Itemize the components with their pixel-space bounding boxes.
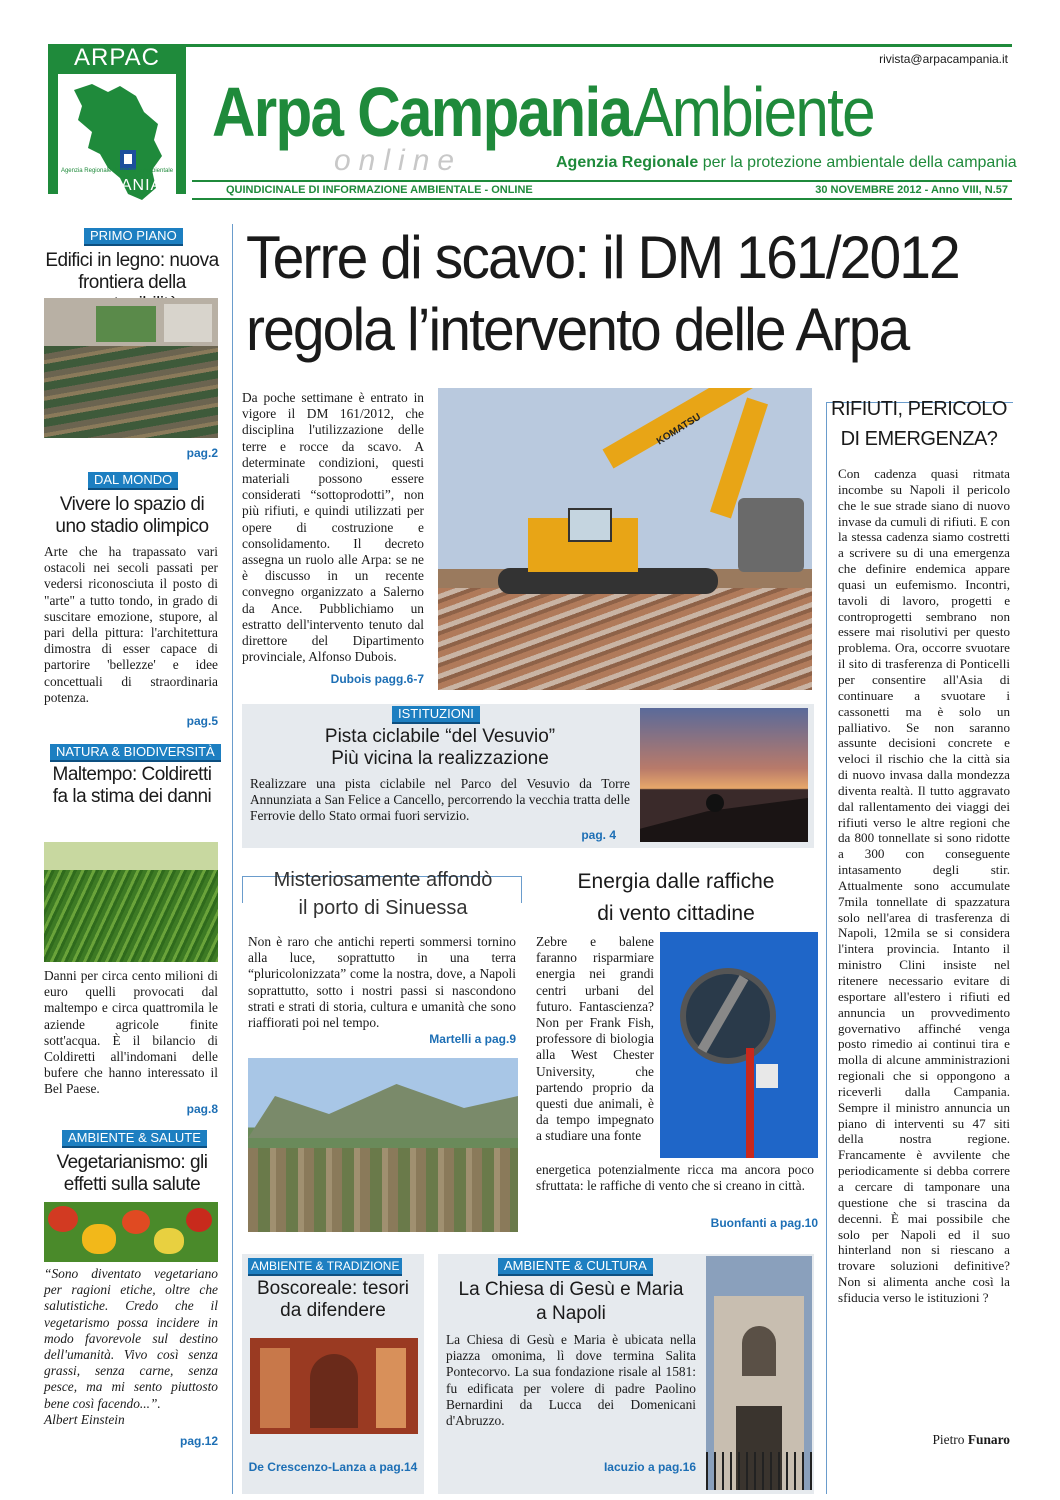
rifiuti-text: Con cadenza quasi ritmata incombe su Napoli il pericolo che le sue strade siano di nuovo invase da cumuli di rifiuti. E con la stessa cadenza siamo costretti a scrivere su di una emergenza che definire endemica appare quasi un eufemismo. Incontri, tavoli di lavoro, progetti e controprogetti sembrano non essere mai risolutivi per questo problema. Ora, occorre svuotare il sito di trasferenza di Ponticelli per consentire all'Asia di continuare a svuotare i cassonetti ma è solo un palliativo. Se non saranno assunte decisioni concrete e veloci il rischio che la città sia di nuovo invasa dalla mondezza diventa realtà. Il tutto aggravato dal rallentamento dei viaggi dei rifiuti verso le altre regioni che da 800 tonnellate si sono ridotte a 300 con conseguente intasamento degli stir. Attualmente sono accumulate 7mila tonnellate di spazzatura solo nell'area di trasferenza di Napoli, 12mila se si considera l'intera provincia. Intanto il ministro Clini insiste nel ritenere necessario evitare di esportare all'estero i rifiuti ed annuncia un provvedimento governativo affinché venga posto rimedio ai continui tira e molla di alcune amministrazioni regionali che si oppongono a riceverli dalla Campania. Sempre il ministro annuncia un piano di interventi su 47 siti della nostra regione. Francamente è avvilente che periodicamente si debba correre a cercare di tamponare una questione che si trascina da decenni. È mai possibile che solo per Napoli ed il suo hinterland non si riescano a trovare soluzioni definitive? Non si alimenta anche così la sfiducia verso le istituzioni ? <box>838 466 1010 1305</box>
natura-text: Danni per circa cento milioni di euro quelli provocati dal maltempo e circa quattromila le aziende agricole finite sott'acqua. È il bilancio di Coldiretti all'indomani delle bufere che hanno interessato il Bel Paese. <box>44 968 218 1097</box>
kicker-tradizione[interactable]: AMBIENTE & TRADIZIONE <box>248 1258 402 1276</box>
tradizione-ref[interactable]: De Crescenzo-Lanza a pag.14 <box>248 1460 418 1474</box>
column-rule-right <box>826 454 827 1494</box>
natura-title[interactable]: Maltempo: Coldiretti fa la stima dei danni <box>52 764 212 807</box>
dal-mondo-title[interactable]: Vivere lo spazio di uno stadio olimpico <box>55 494 209 537</box>
masthead-title <box>212 72 874 152</box>
subline-right: 30 NOVEMBRE 2012 - Anno VIII, N.57 <box>815 184 1008 196</box>
sinuessa-title-line1: Misteriosamente affondò <box>273 869 493 891</box>
primo-piano-ref[interactable]: pag.2 <box>186 446 218 460</box>
email-text: rivista@arpacampania.it <box>879 52 1008 66</box>
salute-ref[interactable]: pag.12 <box>179 1434 218 1448</box>
lead-ref[interactable]: Dubois pagg.6-7 <box>330 672 424 686</box>
conference-photo <box>44 298 218 438</box>
tagline <box>556 154 1017 172</box>
subline-bar <box>192 180 1012 200</box>
rifiuti-author <box>838 1432 1010 1448</box>
kicker-istituzioni[interactable]: ISTITUZIONI <box>392 706 480 724</box>
kicker-primo-piano[interactable]: PRIMO PIANO <box>84 228 183 246</box>
energia-text-wide: energetica potenzialmente ricca ma ancora poco sfruttata: le raffiche di vento che si creano in città. <box>536 1162 814 1194</box>
tradizione-title[interactable] <box>242 1278 424 1322</box>
cultura-title-line1: La Chiesa di Gesù e Maria <box>458 1279 684 1300</box>
dal-mondo-ref[interactable]: pag.5 <box>186 714 218 728</box>
cultura-text: La Chiesa di Gesù e Maria è ubicata nella piazza omonima, lì dove termina Salita Pontecorvo. La sua fondazione risale al 1581: fu edificata per volere di padre Paolino Bernardini da Lucca dei Domenicani d'Abruzzo. <box>446 1332 696 1429</box>
energia-title-line2: di vento cittadine <box>597 902 755 925</box>
boscoreale-fresco-photo <box>250 1338 418 1434</box>
tagline-rest: per la protezione ambientale della campania <box>702 154 1017 171</box>
cultura-title[interactable] <box>438 1278 704 1326</box>
cyclist-silhouette <box>706 794 724 812</box>
logo-top-text: ARPAC <box>74 44 160 71</box>
wheat-field-photo <box>44 812 218 962</box>
arpac-logo <box>48 44 186 194</box>
istituzioni-title-line1: Pista ciclabile “del Vesuvio” <box>324 726 556 747</box>
energia-ref[interactable]: Buonfanti a pag.10 <box>710 1216 818 1230</box>
istituzioni-title-line2: Più vicina la realizzazione <box>331 748 549 769</box>
lead-text: Da poche settimane è entrato in vigore il DM 161/2012, che disciplina l'utilizzazione delle terre e rocce da scavo. A determinate condizioni, questi materiali possono essere considerati “sottoprodotti”, non più rifiuti, e quindi utilizzati per opere di costruzione e consolidamento. Il decreto assegna un ruolo alle Arpa: se ne è discusso in un recente convegno organizzato a Salerno da Ance. Pubblichiamo un estratto dell'intervento tenuto dal direttore del Dipartimento provinciale, Alfonso Dubois. <box>242 390 424 665</box>
cultura-ref[interactable]: Iacuzio a pag.16 <box>603 1460 696 1474</box>
energia-title[interactable] <box>534 866 818 930</box>
dal-mondo-text: Arte che ha trapassato vari ostacoli nei secoli passati per vedersi riconosciuta il posto di "arte" a tutto tondo, in grado di suscitare emozione, stupore, al pari della pittura: l'architettura dimostra di esser capace di partorire 'bellezze' e idee concettuali di straordinaria potenza. <box>44 544 218 705</box>
energia-text-narrow: Zebre e balene faranno risparmiare energia nei grandi centri urbani del futuro. Fantascienza? Non per Frank Fish, professore di biologia alla West Chester University, che partendo proprio da questi due animali, è da tempo impegnato a studiare una fonte <box>536 934 654 1144</box>
kicker-cultura[interactable]: AMBIENTE & CULTURA <box>498 1258 653 1276</box>
title-main: Arpa Campania <box>212 73 632 151</box>
energia-title-line1: Energia dalle raffiche <box>577 870 775 893</box>
logo-bottom-text: CAMPANIA <box>71 177 163 194</box>
sinuessa-title[interactable] <box>242 866 524 922</box>
rifiuti-author-last: Funaro <box>967 1432 1010 1447</box>
kicker-ambiente-salute[interactable]: AMBIENTE & SALUTE <box>62 1130 207 1148</box>
wind-turbine-photo <box>660 932 818 1158</box>
salute-author: Albert Einstein <box>44 1412 125 1427</box>
online-text: online <box>334 144 463 177</box>
istituzioni-ref[interactable]: pag. 4 <box>581 828 616 842</box>
excavator-photo <box>438 388 812 690</box>
main-headline <box>246 222 987 366</box>
cultura-title-line2: a Napoli <box>536 1303 606 1324</box>
istituzioni-text: Realizzare una pista ciclabile nel Parco del Vesuvio da Torre Annunziata a San Felice a Cancello, percorrendo la vecchia tratta delle Ferrovie dello Stato ormai fuori servizio. <box>250 776 630 824</box>
vegetables-photo <box>44 1202 218 1262</box>
kicker-dal-mondo[interactable]: DAL MONDO <box>88 472 178 490</box>
rifiuti-title <box>826 394 1012 454</box>
excavator-brand-label: KOMATSU <box>654 411 703 448</box>
tagline-bold: Agenzia Regionale <box>556 154 699 171</box>
tradizione-title-line1: Boscoreale: tesori <box>256 1278 410 1299</box>
subline-left: QUINDICINALE DI INFORMAZIONE AMBIENTALE - ONLINE <box>226 184 533 196</box>
logo-small-text: Agenzia Regionale Protezione Ambientale <box>60 168 174 174</box>
rifiuti-title-line1: RIFIUTI, PERICOLO <box>831 398 1007 420</box>
salute-title[interactable]: Vegetarianismo: gli effetti sulla salute <box>56 1152 208 1195</box>
salute-quote: “Sono diventato vegetariano per ragioni etiche, oltre che salutistiche. Credo che il vegetarismo possa incidere in modo favorevole sul destino dell'umanità. Vivo così senza grassi, senza carne, senza pesce, ma mi sento piuttosto bene così facendo...”. <box>44 1266 218 1411</box>
headline-line1: Terre di scavo: il DM 161/2012 <box>246 224 959 291</box>
sinuessa-text: Non è raro che antichi reperti sommersi tornino alla luce, soprattutto in una terra “pluricolonizzata” come la nostra, dove, a Napoli soprattutto, sotto i nostri passi si nascondono strati e strati di storia, cultura e umanità che sono riaffiorati poi nel tempo. <box>248 934 516 1031</box>
masthead-top-rule <box>48 44 1012 47</box>
sinuessa-title-line2: il porto di Sinuessa <box>298 897 468 919</box>
chiesa-photo <box>706 1256 812 1490</box>
natura-ref[interactable]: pag.8 <box>186 1102 218 1116</box>
rifiuti-title-line2: DI EMERGENZA? <box>840 428 998 450</box>
column-rule-left <box>232 224 233 1494</box>
headline-line2: regola l’intervento delle Arpa <box>246 296 909 363</box>
kicker-natura[interactable]: NATURA & BIODIVERSITÀ <box>50 744 221 762</box>
tradizione-title-line2: da difendere <box>280 1300 386 1321</box>
sinuessa-ref[interactable]: Martelli a pag.9 <box>429 1032 516 1046</box>
cyclist-sunset-photo <box>640 708 808 842</box>
primo-piano-title[interactable]: Edifici in legno: nuova frontiera della <box>45 250 219 293</box>
sinuessa-ruins-photo <box>248 1058 518 1232</box>
title-second: Ambiente <box>633 73 874 151</box>
rifiuti-author-first: Pietro <box>932 1432 965 1447</box>
istituzioni-title[interactable] <box>242 726 638 770</box>
